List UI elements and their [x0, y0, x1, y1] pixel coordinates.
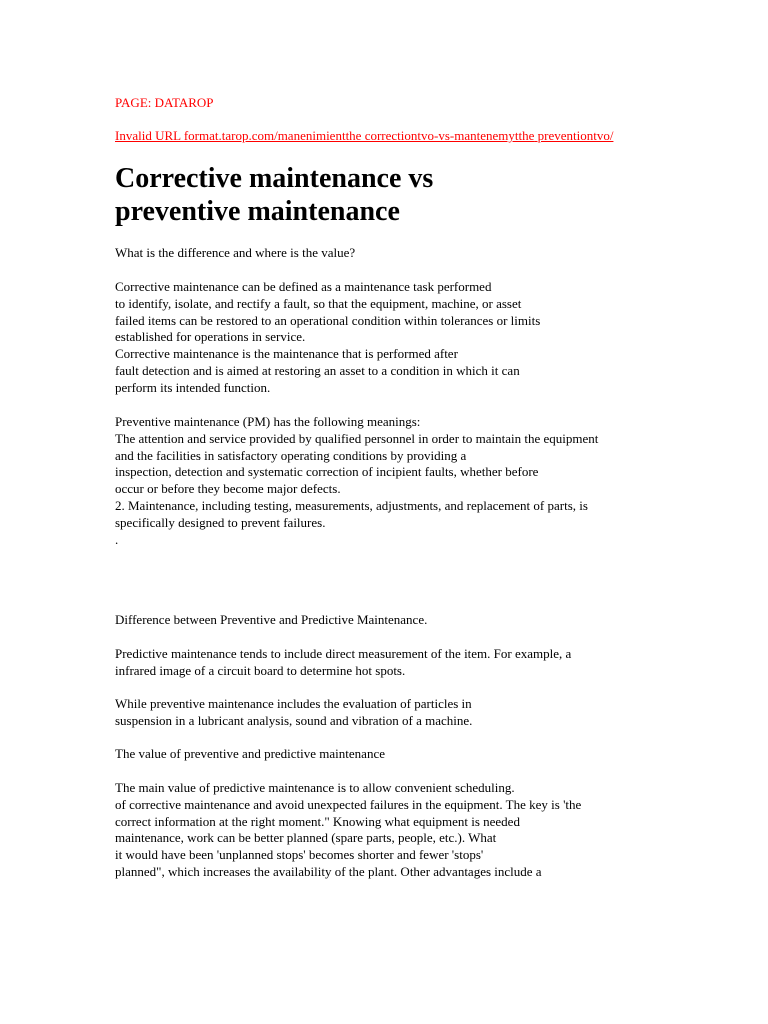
corrective-line: Corrective maintenance is the maintenance that is performed after — [115, 346, 458, 362]
intro-question-text: What is the difference and where is the value? — [115, 245, 356, 260]
preventive-line: . — [115, 531, 119, 547]
preventive-line: occur or before they become major defects. — [115, 481, 341, 497]
value-line: of corrective maintenance and avoid unexpected failures in the equipment. The key is 'the — [115, 796, 582, 812]
preventive-line: Preventive maintenance (PM) has the following meanings: — [115, 414, 421, 429]
predictive-line: infrared image of a circuit board to determine hot spots. — [115, 662, 406, 678]
value-line: maintenance, work can be better planned (spare parts, people, etc.). What — [115, 830, 497, 846]
preventive-line: inspection, detection and systematic correction of incipient faults, whether before — [115, 464, 539, 480]
value-paragraph — [115, 780, 715, 881]
source-url-tail[interactable]: preventiontvo/ — [534, 128, 614, 143]
intro-question — [115, 245, 715, 262]
preventive-line: 2. Maintenance, including testing, measurements, adjustments, and replacement of parts, is — [115, 497, 588, 513]
value-line: correct information at the right moment." Knowing what equipment is needed — [115, 813, 520, 829]
difference-heading — [115, 612, 715, 629]
evaluation-line: While preventive maintenance includes the evaluation of particles in — [115, 696, 472, 711]
value-line: it would have been 'unplanned stops' becomes shorter and fewer 'stops' — [115, 847, 484, 863]
predictive-line: Predictive maintenance tends to include direct measurement of the item. For example, a — [115, 646, 572, 661]
corrective-line: to identify, isolate, and rectify a fault, so that the equipment, machine, or asset — [115, 295, 522, 311]
predictive-paragraph — [115, 646, 715, 680]
page-title — [115, 162, 635, 228]
evaluation-line: suspension in a lubricant analysis, sound and vibration of a machine. — [115, 712, 473, 728]
corrective-line: established for operations in service. — [115, 329, 306, 345]
title-line-2: preventive maintenance — [115, 196, 400, 227]
corrective-line: perform its intended function. — [115, 379, 271, 395]
value-line: planned", which increases the availability of the plant. Other advantages include a — [115, 863, 542, 879]
preventive-line: The attention and service provided by qualified personnel in order to maintain the equipment — [115, 430, 599, 446]
corrective-line: Corrective maintenance can be defined as a maintenance task performed — [115, 279, 492, 294]
title-line-1: Corrective maintenance vs — [115, 163, 434, 194]
preventive-line: specifically designed to prevent failures. — [115, 514, 326, 530]
preventive-evaluation-paragraph — [115, 696, 715, 730]
corrective-line: fault detection and is aimed at restoring an asset to a condition in which it can — [115, 362, 520, 378]
preventive-line: and the facilities in satisfactory operating conditions by providing a — [115, 447, 467, 463]
value-line: The main value of predictive maintenance is to allow convenient scheduling. — [115, 780, 515, 795]
preventive-paragraph — [115, 414, 715, 548]
value-heading-text: The value of preventive and predictive maintenance — [115, 746, 385, 761]
source-url-text[interactable]: Invalid URL format.tarop.com/manenimientthe correctiontvo-vs-mantenemytthe — [115, 128, 535, 143]
difference-heading-text: Difference between Preventive and Predictive Maintenance. — [115, 612, 428, 627]
corrective-line: failed items can be restored to an operational condition within tolerances or limits — [115, 312, 541, 328]
source-url-link[interactable] — [115, 128, 613, 144]
corrective-paragraph — [115, 279, 715, 397]
page-source-label: PAGE: DATAROP — [115, 95, 214, 110]
value-heading — [115, 746, 715, 763]
